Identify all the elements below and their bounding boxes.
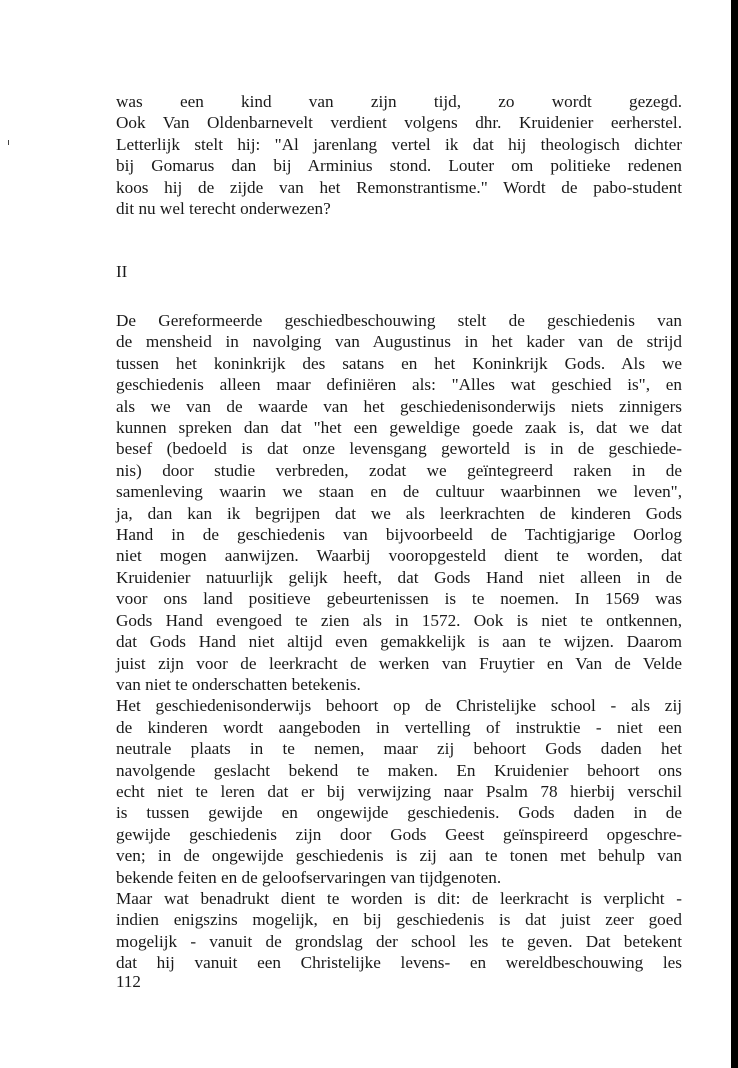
text-line: mogelijk - vanuit de grondslag der school les te geven. Dat betekent bbox=[116, 931, 682, 951]
text-line: de kinderen wordt aangeboden in vertelling of instruktie - niet een bbox=[116, 717, 682, 737]
text-line: bij Gomarus dan bij Arminius stond. Louter om politieke redenen bbox=[116, 156, 682, 176]
text-line: Ook Van Oldenbarnevelt verdient volgens dhr. Kruidenier eerherstel. bbox=[116, 113, 682, 133]
text-line: Kruidenier natuurlijk gelijk heeft, dat Gods Hand niet alleen in de bbox=[116, 567, 682, 587]
page-number: 112 bbox=[116, 972, 141, 991]
text-line: Gods Hand evengoed te zien als in 1572. Ook is niet te ontkennen, bbox=[116, 610, 682, 630]
text-line: neutrale plaats in te nemen, maar zij behoort Gods daden het bbox=[116, 739, 682, 759]
text-line: De Gereformeerde geschiedbeschouwing stelt de geschiedenis van bbox=[116, 311, 682, 330]
text-line: indien enigszins mogelijk, en bij geschiedenis is dat juist zeer goed bbox=[116, 910, 682, 930]
text-line: dat hij vanuit een Christelijke levens- en wereldbeschouwing les bbox=[116, 953, 682, 973]
text-line: Het geschiedenisonderwijs behoort op de Christelijke school - als zij bbox=[116, 696, 682, 716]
body-text bbox=[116, 310, 682, 974]
text-line: bekende feiten en de geloofservaringen van tijdgenoten. bbox=[116, 867, 502, 887]
paragraph-2 bbox=[116, 695, 682, 888]
text-line: van niet te onderschatten betekenis. bbox=[116, 674, 361, 694]
text-line: navolgende geslacht bekend te maken. En Kruidenier behoort ons bbox=[116, 760, 682, 780]
text-line: geschiedenis alleen maar definiëren als: "Alles wat geschied is", en bbox=[116, 375, 682, 395]
text-line: Letterlijk stelt hij: "Al jarenlang vertel ik dat hij theologisch dichter bbox=[116, 134, 682, 154]
text-line: tussen het koninkrijk des satans en het Koninkrijk Gods. Als we bbox=[116, 353, 682, 373]
text-line: Hand in de geschiedenis van bijvoorbeeld de Tachtigjarige Oorlog bbox=[116, 525, 682, 545]
text-line: niet mogen aanwijzen. Waarbij vooropgesteld dient te worden, dat bbox=[116, 546, 682, 566]
text-line: samenleving waarin we staan en de cultuur waarbinnen we leven", bbox=[116, 482, 682, 502]
text-line: besef (bedoeld is dat onze levensgang geworteld is in de geschiede- bbox=[116, 439, 682, 459]
paragraph-1 bbox=[116, 310, 682, 695]
text-line: gewijde geschiedenis zijn door Gods Geest geïnspireerd opgeschre- bbox=[116, 824, 682, 844]
text-line: dat Gods Hand niet altijd even gemakkelijk is aan te wijzen. Daarom bbox=[116, 632, 682, 652]
text-line: kunnen spreken dan dat "het een geweldige goede zaak is, dat we dat bbox=[116, 418, 682, 438]
intro-paragraph bbox=[116, 91, 682, 219]
text-line: echt niet te leren dat er bij verwijzing naar Psalm 78 hierbij verschil bbox=[116, 781, 682, 801]
text-line: ja, dan kan ik begrijpen dat we als leerkrachten de kinderen Gods bbox=[116, 503, 682, 523]
text-line: voor ons land positieve gebeurtenissen is te noemen. In 1569 was bbox=[116, 589, 682, 609]
text-line: ven; in de ongewijde geschiedenis is zij aan te tonen met behulp van bbox=[116, 846, 682, 866]
text-line: dit nu wel terecht onderwezen? bbox=[116, 199, 331, 219]
scan-edge bbox=[731, 0, 738, 1068]
text-line: nis) door studie verbreden, zodat we geïntegreerd raken in de bbox=[116, 460, 682, 480]
text-line: de mensheid in navolging van Augustinus in het kader van de strijd bbox=[116, 332, 682, 352]
section-heading: II bbox=[116, 262, 128, 281]
text-line: was een kind van zijn tijd, zo wordt gezegd. bbox=[116, 92, 682, 111]
text-line: koos hij de zijde van het Remonstrantisme." Wordt de pabo-student bbox=[116, 177, 682, 197]
paragraph-3 bbox=[116, 888, 682, 974]
text-line: is tussen gewijde en ongewijde geschiedenis. Gods daden in de bbox=[116, 803, 682, 823]
text-line: juist zijn voor de leerkracht de werken van Fruytier en Van de Velde bbox=[116, 653, 682, 673]
text-line: als we van de waarde van het geschiedenisonderwijs niets zinnigers bbox=[116, 396, 682, 416]
text-line: Maar wat benadrukt dient te worden is dit: de leerkracht is verplicht - bbox=[116, 888, 682, 908]
scan-speck bbox=[8, 140, 9, 145]
